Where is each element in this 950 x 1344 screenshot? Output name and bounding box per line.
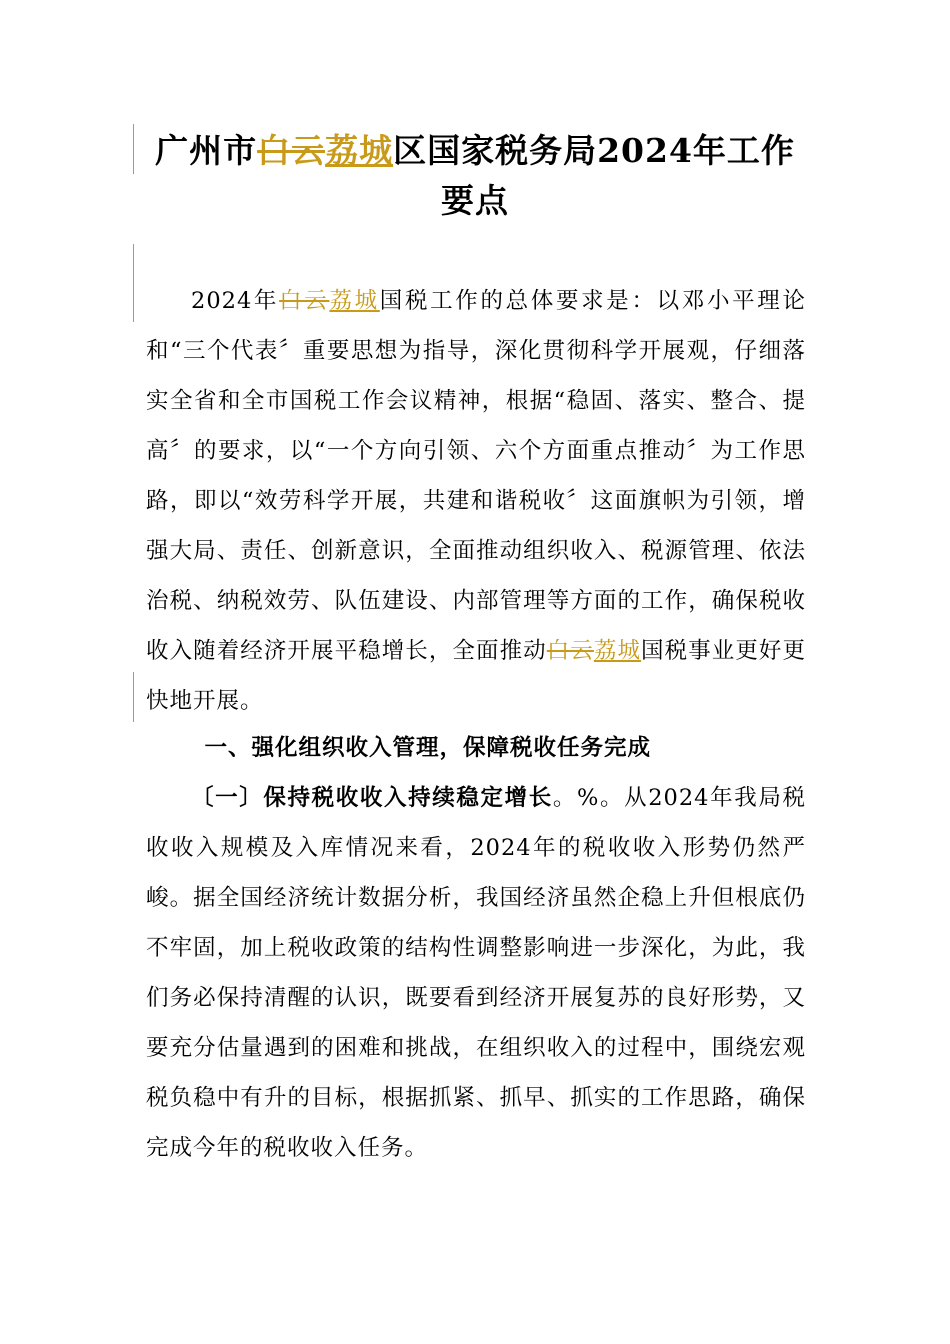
deleted-text: 白云 — [257, 131, 326, 170]
title-prefix: 广州市 — [155, 131, 258, 170]
subsection-lead: 〔一〕保持税收收入持续稳定增长 — [191, 785, 553, 811]
deleted-text: 白云 — [279, 288, 330, 314]
inserted-text: 荔城 — [593, 638, 642, 664]
intro-part1: 2024年 — [191, 288, 280, 314]
change-bar-intro-start — [133, 244, 134, 322]
title-suffix: 区国家税务局2024年工作 — [393, 131, 795, 170]
subsection-text: 。%。从2024年我局税收收入规模及入库情况来看，2024年的税收收入形势仍然严峻。据全国经济统计数据分析，我国经济虽然企稳上升但根底仍不牢固，加上税收政策的结构性调整影响进一步深化，为此，我们务必保持清醒的认识，既要看到经济开展复苏的良好形势，又要充分估量遇到的困难和挑战，在组织收入的过程中，围绕宏观税负稳中有升的目标，根据抓紧、抓早、抓实的工作思路，确保完成今年的税收收入任务。 — [146, 785, 806, 1161]
document-title — [140, 126, 810, 226]
change-bar-intro-end — [133, 672, 134, 722]
subsection-paragraph — [146, 773, 806, 1173]
inserted-text: 荔城 — [325, 131, 394, 170]
title-line2: 要点 — [441, 181, 509, 220]
intro-part2: 国税工作的总体要求是：以邓小平理论和“三个代表〞重要思想为指导，深化贯彻科学开展观，仔细落实全省和全市国税工作会议精神，根据“稳固、落实、整合、提高〞的要求，以“一个方向引领、六个方面重点推动〞为工作思路，即以“效劳科学开展，共建和谐税收〞这面旗帜为引领，增强大局、责任、创新意识，全面推动组织收入、税源管理、依法治税、纳税效劳、队伍建设、内部管理等方面的工作，确保税收收入随着经济开展平稳增长，全面推动 — [146, 288, 806, 664]
intro-part3: 国税事业更好更快地开展。 — [146, 638, 806, 714]
deleted-text: 白云 — [546, 638, 594, 664]
intro-paragraph — [146, 276, 806, 726]
section-heading: 一、强化组织收入管理，保障税收任务完成 — [204, 735, 652, 761]
change-bar-title — [133, 124, 134, 174]
inserted-text: 荔城 — [329, 288, 380, 314]
